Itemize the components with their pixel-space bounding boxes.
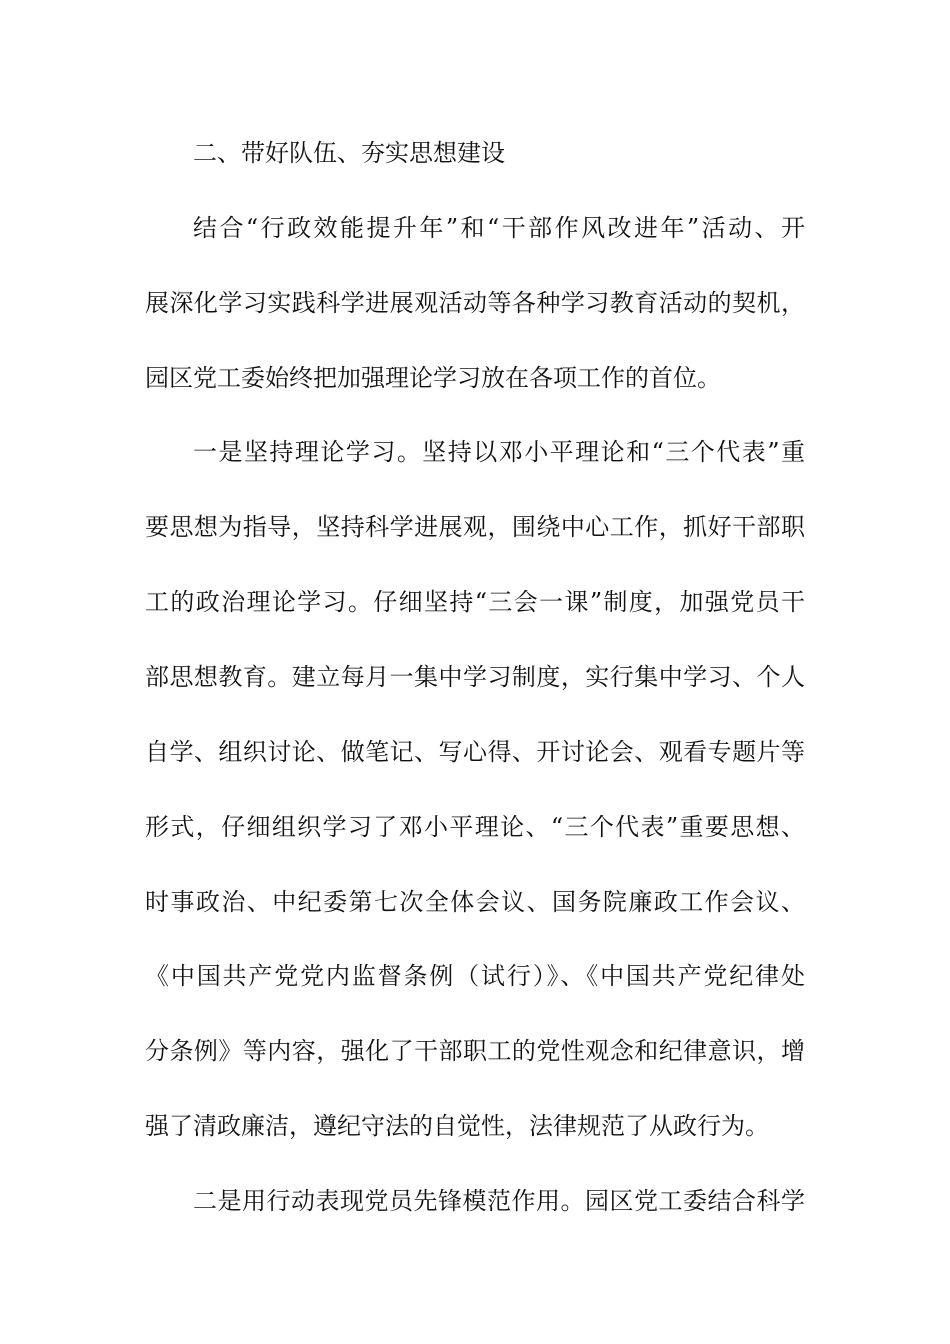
- paragraph-line: 部思想教育。建立每月一集中学习制度，实行集中学习、个人: [145, 663, 805, 691]
- paragraph-line: 工的政治理论学习。仔细坚持“三会一课”制度，加强党员干: [145, 588, 805, 616]
- paragraph-line: 自学、组织讨论、做笔记、写心得、开讨论会、观看专题片等: [145, 738, 805, 766]
- paragraph-line: 一是坚持理论学习。坚持以邓小平理论和“三个代表”重: [193, 438, 805, 466]
- paragraph-line: 二是用行动表现党员先锋模范作用。园区党工委结合科学: [193, 1187, 805, 1215]
- paragraph-line: 展深化学习实践科学进展观活动等各种学习教育活动的契机，: [145, 289, 805, 317]
- paragraph-line: 结合“行政效能提升年”和“干部作风改进年”活动、开: [193, 214, 805, 242]
- section-heading: 二、带好队伍、夯实思想建设: [193, 139, 505, 167]
- paragraph-line: 强了清政廉洁，遵纪守法的自觉性，法律规范了从政行为。: [145, 1112, 769, 1140]
- paragraph-line: 形式，仔细组织学习了邓小平理论、“三个代表”重要思想、: [145, 813, 805, 841]
- paragraph-line: 《中国共产党党内监督条例（试行）》、《中国共产党纪律处: [145, 962, 805, 990]
- paragraph-line: 分条例》等内容，强化了干部职工的党性观念和纪律意识，增: [145, 1037, 805, 1065]
- paragraph-line: 时事政治、中纪委第七次全体会议、国务院廉政工作会议、: [145, 888, 805, 916]
- paragraph-line: 园区党工委始终把加强理论学习放在各项工作的首位。: [145, 364, 721, 392]
- paragraph-line: 要思想为指导，坚持科学进展观，围绕中心工作，抓好干部职: [145, 513, 805, 541]
